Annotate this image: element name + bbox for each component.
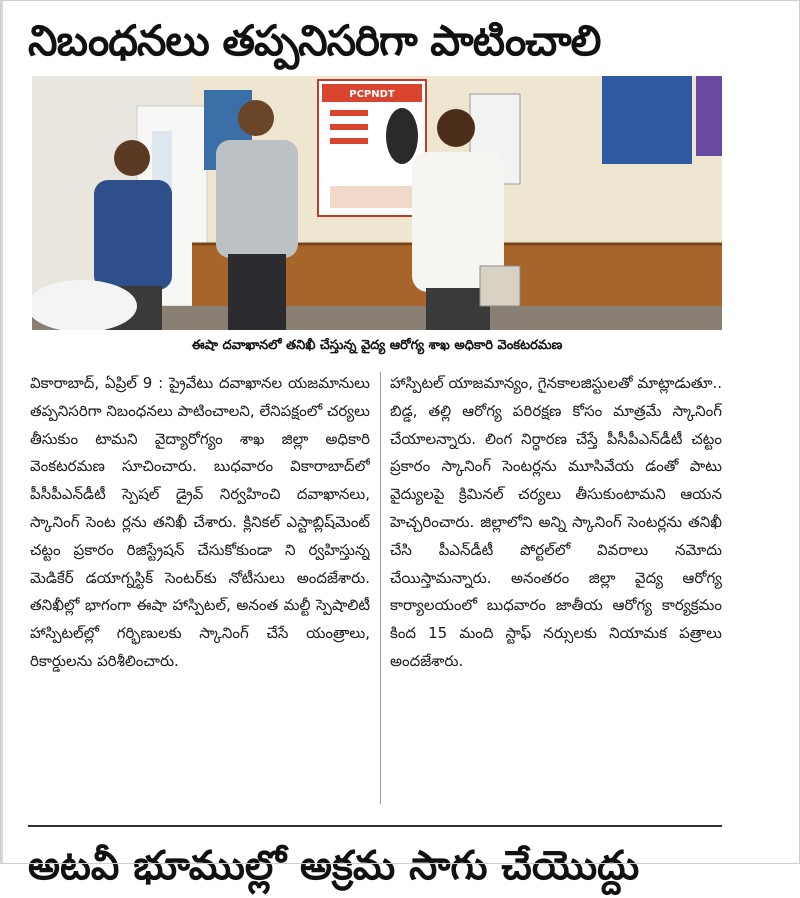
photo-caption: ఈషా దవాఖానలో తనిఖీ చేస్తున్న వైద్య ఆరోగ్య శాఖ అధికారి వెంకటరమణ xyxy=(191,338,563,353)
inspection-photo xyxy=(32,76,722,330)
article-headline: నిబంధనలు తప్పనిసరిగా పాటించాలి xyxy=(28,16,601,65)
next-article-headline: అటవీ భూముల్లో అక్రమ సాగు చేయొద్దు xyxy=(28,843,640,889)
photo-poster-line xyxy=(330,138,368,144)
article-column-2: హాస్పిటల్ యాజమాన్యం, గైనకాలజిస్టులతో మాట్లాడుతూ.. బిడ్డ, తల్లి ఆరోగ్య పరిరక్షణ కోసం మాత్రమే స్కానింగ్ చేయాలన్నారు. లింగ నిర్ధారణ చేస్తే పీసీపీఎన్‌డీటీ చట్టం ప్రకారం స్కానింగ్ సెంటర్లను మూసివేయ డంతో పాటు వైద్యులపై క్రిమినల్ చర్యలు తీసుకుంటామని ఆయన హెచ్చరించారు. జిల్లాలోని అన్ని స్కానింగ్ సెంటర్లను తనిఖీ చేసి పీఎన్‌డీటీ పోర్టల్‌లో వివరాలు నమోదు చేయిస్తామన్నారు. అనంతరం జిల్లా వైద్య ఆరోగ్య కార్యాలయంలో బుధవారం జాతీయ ఆరోగ్య కార్యక్రమం కింద 15 మంది స్టాఫ్ నర్సులకు నియామక పత్రాలు అందజేశారు. xyxy=(390,374,722,670)
photo-poster-figure xyxy=(386,108,418,164)
photo-poster-footer xyxy=(330,186,414,208)
photo-poster-line xyxy=(330,110,368,116)
photo-poster-list xyxy=(602,76,692,164)
column-divider xyxy=(380,372,381,804)
news-photo xyxy=(32,76,722,330)
section-divider xyxy=(28,825,722,827)
photo-poster-text: PCPNDT xyxy=(349,89,395,100)
photo-poster-list-2 xyxy=(696,76,722,156)
photo-poster-line xyxy=(330,124,368,130)
page-edge xyxy=(0,0,3,864)
article-column-1: వికారాబాద్, ఏప్రిల్ 9 : ప్రైవేటు దవాఖానల యజమానులు తప్పనిసరిగా నిబంధనలు పాటించాలని, లేనిపక్షంలో చర్యలు తీసుకుం టామని వైద్యారోగ్యం శాఖ జిల్లా అధికారి వెంకటరమణ సూచించారు. బుధవారం వికారాబాద్‌లో పీసీపీఎన్‌డీటీ స్పెషల్ డ్రైవ్ నిర్వహించి దవాఖానలు, స్కానింగ్ సెంట ర్లను తనిఖీ చేశారు. క్లినికల్ ఎస్టాబ్లిష్‌మెంట్ చట్టం ప్రకారం రిజిస్ట్రేషన్ చేసుకోకుండా ని ర్వహిస్తున్న మెడికేర్ డయాగ్నస్టిక్ సెంటర్‌కు నోటీసులు అందజేశారు. తనిఖీల్లో భాగంగా ఈషా హాస్పిటల్, అనంత మల్టీ స్పెషాలిటీ హాస్పిటల్‌ల్లో గర్భిణులకు స్కానింగ్ చేసే యంత్రాలు, రికార్డులను పరిశీలించారు. xyxy=(30,374,370,670)
